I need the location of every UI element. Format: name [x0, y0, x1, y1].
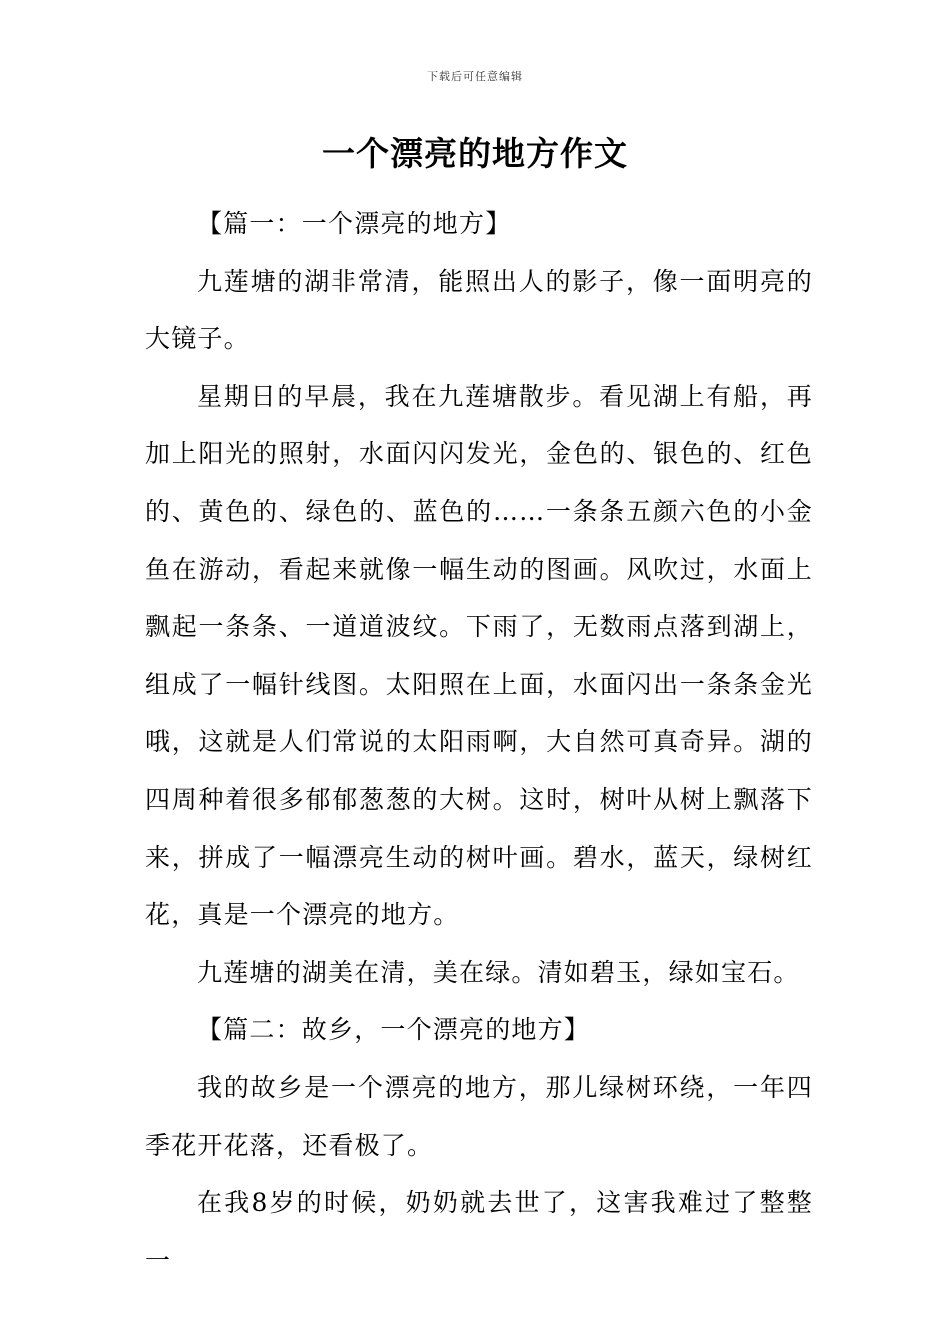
paragraph: 星期日的早晨，我在九莲塘散步。看见湖上有船，再加上阳光的照射，水面闪闪发光，金色的、银色的、红色的、黄色的、绿色的、蓝色的……一条条五颜六色的小金鱼在游动，看起来就像一幅生动的图画。风吹过，水面上飘起一条条、一道道波纹。下雨了，无数雨点落到湖上，组成了一幅针线图。太阳照在上面，水面闪出一条条金光哦，这就是人们常说的太阳雨啊，大自然可真奇异。湖的四周种着很多郁郁葱葱的大树。这时，树叶从树上飘落下来，拼成了一幅漂亮生动的树叶画。碧水，蓝天，绿树红花，真是一个漂亮的地方。	[145, 381, 813, 930]
paragraph: 我的故乡是一个漂亮的地方，那儿绿树环绕，一年四季花开花落，还看极了。	[145, 1072, 813, 1160]
paragraph: 在我8岁的时候，奶奶就去世了，这害我难过了整整一	[145, 1188, 813, 1275]
section-heading-1: 【篇一：一个漂亮的地方】	[197, 209, 512, 238]
paragraph: 九莲塘的湖非常清，能照出人的影子，像一面明亮的大镜子。	[145, 266, 813, 354]
paragraph: 九莲塘的湖美在清，美在绿。清如碧玉，绿如宝石。	[197, 957, 800, 987]
document-title: 一个漂亮的地方作文	[322, 134, 628, 173]
document-body	[145, 195, 813, 1289]
section-heading-2: 【篇二：故乡，一个漂亮的地方】	[197, 1015, 591, 1045]
header-note: 下载后可任意编辑	[427, 70, 523, 83]
